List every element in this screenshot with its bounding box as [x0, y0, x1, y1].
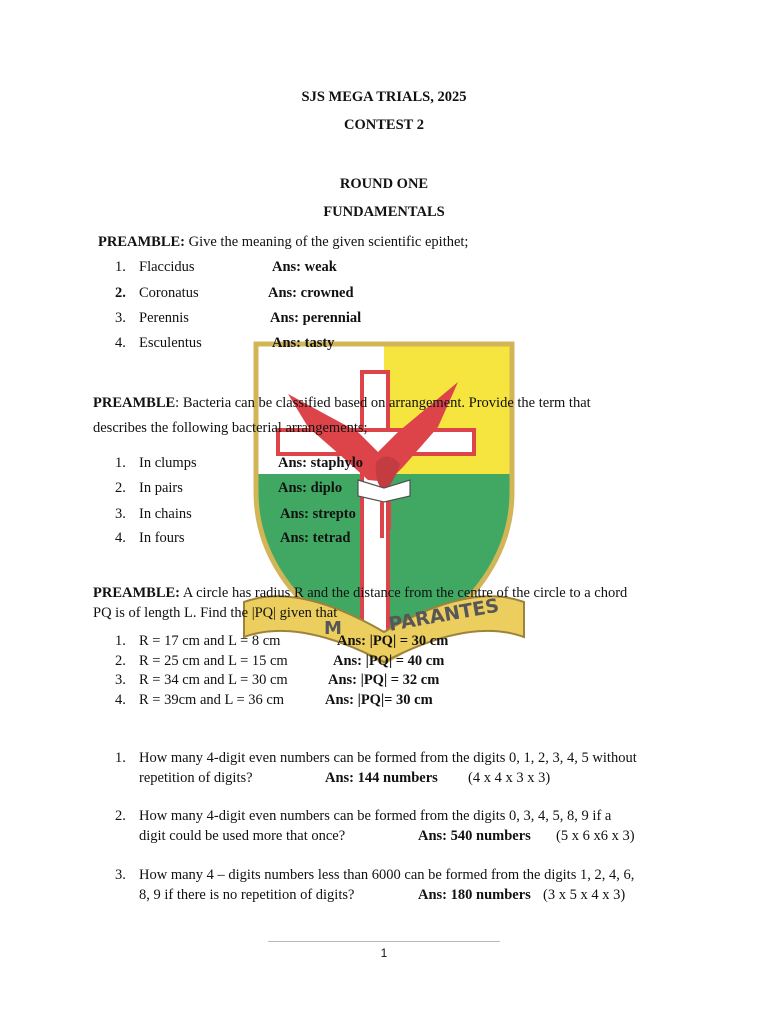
answer: Ans: strepto [280, 506, 356, 522]
preamble-label: PREAMBLE: [98, 234, 185, 250]
answer: Ans: diplo [278, 480, 343, 496]
answer: Ans: |PQ| = 32 cm [328, 672, 440, 688]
answer: Ans: perennial [270, 310, 362, 326]
crest-motto: PARANTES [386, 594, 501, 636]
answer: Ans: tetrad [280, 530, 351, 546]
crest-motto-prefix: M [324, 618, 342, 639]
footer-divider [268, 941, 500, 942]
answer: Ans: crowned [268, 285, 354, 301]
preamble-2-line2: describes the following bacterial arrangements; [93, 420, 368, 436]
working: (5 x 6 x6 x 3) [556, 828, 635, 844]
answer: Ans: weak [272, 259, 337, 275]
preamble-text: : Bacteria can be classified based on arrangement. Provide the term that [175, 395, 591, 411]
list-item: 2. R = 25 cm and L = 15 cm [115, 653, 288, 669]
question-1: 1. How many 4-digit even numbers can be formed from the digits 0, 1, 2, 3, 4, 5 without [115, 750, 637, 766]
answer: Ans: |PQ| = 30 cm [337, 633, 449, 649]
answer: Ans: |PQ|= 30 cm [325, 692, 433, 708]
answer: Ans: 180 numbers [418, 887, 531, 903]
list-item: 1. In clumps [115, 455, 197, 471]
question-2-line2: digit could be used more that once? [139, 828, 346, 844]
document-title: SJS MEGA TRIALS, 2025 [301, 89, 467, 105]
question-3-line2: 8, 9 if there is no repetition of digits? [139, 887, 355, 903]
answer: Ans: 144 numbers [325, 770, 438, 786]
preamble-1 [98, 234, 468, 251]
question-2: 2. How many 4-digit even numbers can be formed from the digits 0, 3, 4, 5, 8, 9 if a [115, 808, 612, 824]
preamble-2 [93, 395, 591, 412]
round-label: ROUND ONE [339, 176, 429, 192]
preamble-label: PREAMBLE: [93, 585, 180, 601]
page-number: 1 [380, 946, 388, 960]
answer: Ans: staphylo [278, 455, 364, 471]
list-item: 2. In pairs [115, 480, 183, 496]
working: (3 x 5 x 4 x 3) [543, 887, 626, 903]
preamble-label: PREAMBLE [93, 395, 176, 411]
preamble-3-line2: PQ is of length L. Find the |PQ| given that [93, 605, 338, 621]
category-label: FUNDAMENTALS [323, 204, 445, 220]
list-item: 4. Esculentus [115, 335, 202, 351]
list-item: 4. In fours [115, 530, 185, 546]
preamble-text: Give the meaning of the given scientific epithet; [185, 234, 469, 250]
list-item: 2. Coronatus [115, 285, 199, 301]
list-item: 3. Perennis [115, 310, 189, 326]
question-1-line2: repetition of digits? [139, 770, 253, 786]
answer: Ans: tasty [272, 335, 335, 351]
list-item: 1. Flaccidus [115, 259, 195, 275]
answer: Ans: |PQ| = 40 cm [333, 653, 445, 669]
list-item: 4. R = 39cm and L = 36 cm [115, 692, 285, 708]
working: (4 x 4 x 3 x 3) [468, 770, 551, 786]
contest-label: CONTEST 2 [344, 117, 424, 133]
answer: Ans: 540 numbers [418, 828, 531, 844]
list-item: 3. R = 34 cm and L = 30 cm [115, 672, 288, 688]
preamble-3 [93, 585, 627, 602]
question-3: 3. How many 4 – digits numbers less than 6000 can be formed from the digits 1, 2, 4, 6, [115, 867, 635, 883]
list-item: 1. R = 17 cm and L = 8 cm [115, 633, 281, 649]
preamble-text: A circle has radius R and the distance from the centre of the circle to a chord [180, 585, 628, 601]
list-item: 3. In chains [115, 506, 192, 522]
